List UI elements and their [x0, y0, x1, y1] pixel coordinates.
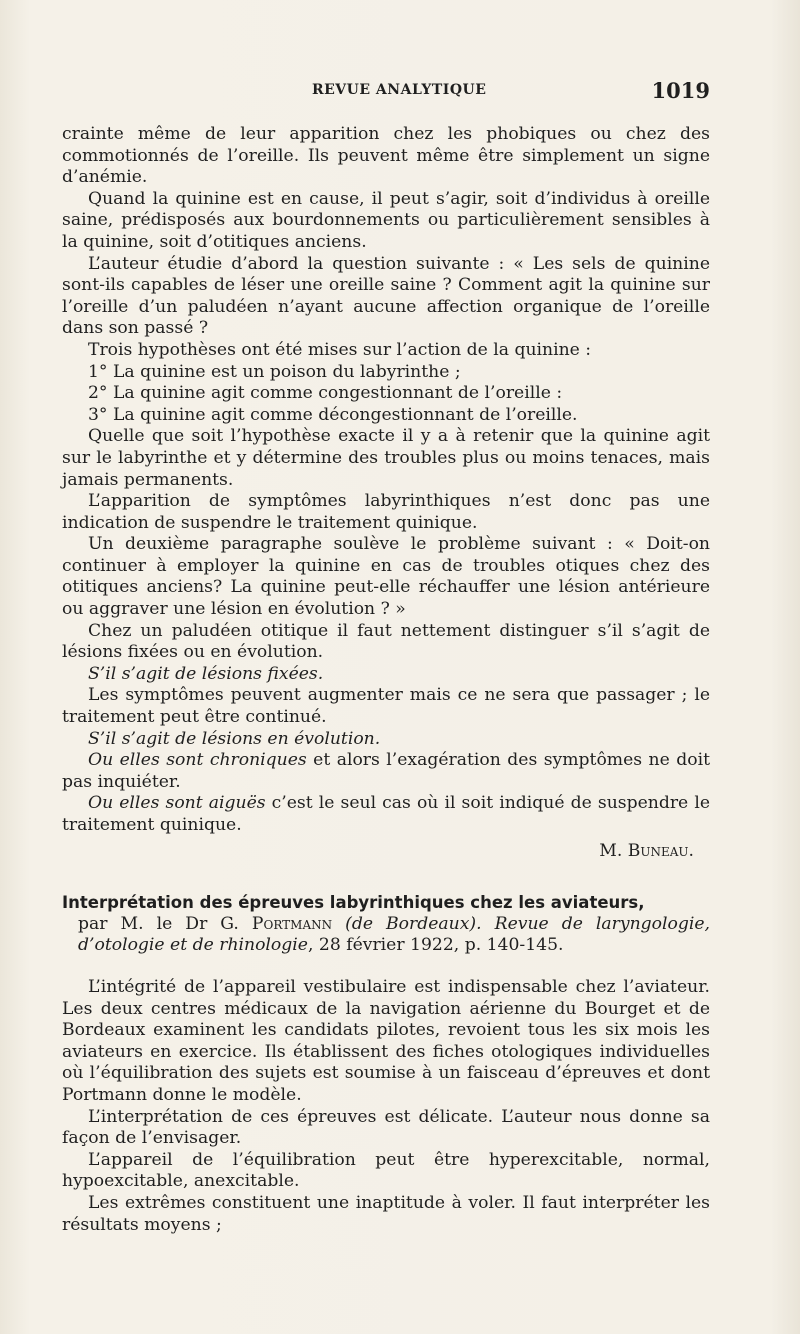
paragraph: L’appareil de l’équilibration peut être hyperexcitable, normal, hypoexcitable, anexcitable. — [62, 1149, 710, 1192]
running-title: REVUE ANALYTIQUE — [312, 82, 487, 98]
paragraph: L’auteur étudie d’abord la question suivante : « Les sels de quinine sont-ils capables de léser une oreille saine ? Comment agit la quinine sur l’oreille d’un paludéen n’ayant aucune affection organique de l’oreille dans son passé ? — [62, 253, 710, 339]
paragraph: Quand la quinine est en cause, il peut s’agir, soit d’individus à oreille saine, prédisposés aux bourdonnements ou particulièrement sensibles à la quinine, soit d’otitiques anciens. — [62, 188, 710, 252]
chronic-italic: Ou elles sont chroniques — [88, 750, 307, 771]
citation-author-name: Portmann — [251, 913, 333, 934]
hypothesis-item: 1° La quinine est un poison du labyrinthe ; — [88, 361, 461, 382]
hypothesis-item: 2° La quinine agit comme congestionnant de l’oreille : — [88, 383, 563, 404]
citation-journal: Revue de laryngologie, d’otologie et de rhinologie — [78, 913, 710, 956]
page-number: 1019 — [651, 78, 710, 103]
signature-initial: M. — [599, 840, 628, 861]
page-header — [62, 78, 710, 106]
paragraph: L’apparition de symptômes labyrinthiques n’est donc pas une indication de suspendre le traitement quinique. — [62, 491, 710, 533]
article-title: Interprétation des épreuves labyrinthiques chez les aviateurs, — [62, 893, 645, 913]
subheading-evolving-lesions: S’il s’agit de lésions en évolution. — [88, 728, 381, 749]
acute-text: c’est le seul cas où il soit indiqué de suspendre le traitement quinique. — [62, 793, 710, 835]
paragraph-acute — [62, 793, 710, 836]
citation-date-pages: , 28 février 1922, p. 140-145. — [307, 935, 564, 956]
paragraph: Trois hypothèses ont été mises sur l’action de la quinine : — [88, 339, 592, 360]
page-body — [62, 124, 710, 1236]
signature-name: Buneau. — [627, 840, 694, 861]
paragraph-chronic — [62, 750, 710, 793]
paragraph: Les symptômes peuvent augmenter mais ce ne sera que passager ; le traitement peut être continué. — [62, 685, 710, 728]
paragraph: crainte même de leur apparition chez les phobiques ou chez des commotionnés de l’oreille. Ils peuvent même être simplement un signe d’anémie. — [62, 124, 710, 188]
paragraph: Quelle que soit l’hypothèse exacte il y a à retenir que la quinine agit sur le labyrinthe et y détermine des troubles plus ou moins tenaces, mais jamais permanents. — [62, 426, 710, 490]
paragraph: Un deuxième paragraphe soulève le problème suivant : « Doit-on continuer à employer la quinine en cas de troubles otiques chez des otitiques anciens? La quinine peut-elle réchauffer une lésion antérieure ou aggraver une lésion en évolution ? » — [62, 534, 710, 620]
paragraph: L’intégrité de l’appareil vestibulaire est indispensable chez l’aviateur. Les deux centres médicaux de la navigation aérienne du Bourget et de Bordeaux examinent les candidats pilotes, revoient tous les six mois les aviateurs en exercice. Ils établissent des fiches otologiques individuelles où l’équilibration des sujets est soumise à un faisceau d’épreuves et dont Portmann donne le modèle. — [62, 976, 710, 1105]
paragraph: Chez un paludéen otitique il faut nettement distinguer s’il s’agit de lésions fixées ou en évolution. — [62, 620, 710, 663]
section-spacer — [62, 957, 710, 977]
author-signature — [62, 841, 694, 863]
subheading-fixed-lesions: S’il s’agit de lésions fixées. — [88, 663, 324, 684]
paragraph: L’interprétation de ces épreuves est délicate. L’auteur nous donne sa façon de l’envisager. — [62, 1106, 710, 1149]
citation-affiliation: (de Bordeaux). — [332, 913, 495, 934]
paragraph: Les extrêmes constituent une inaptitude à voler. Il faut interpréter les résultats moyens ; — [62, 1192, 710, 1235]
article-citation — [62, 914, 710, 957]
citation-author-prefix: par M. le Dr G. — [78, 913, 252, 934]
hypothesis-item: 3° La quinine agit comme décongestionnant de l’oreille. — [88, 404, 578, 425]
chronic-text: et alors l’exagération des symptômes ne doit pas inquiéter. — [62, 750, 710, 792]
acute-italic: Ou elles sont aiguës — [88, 793, 266, 814]
